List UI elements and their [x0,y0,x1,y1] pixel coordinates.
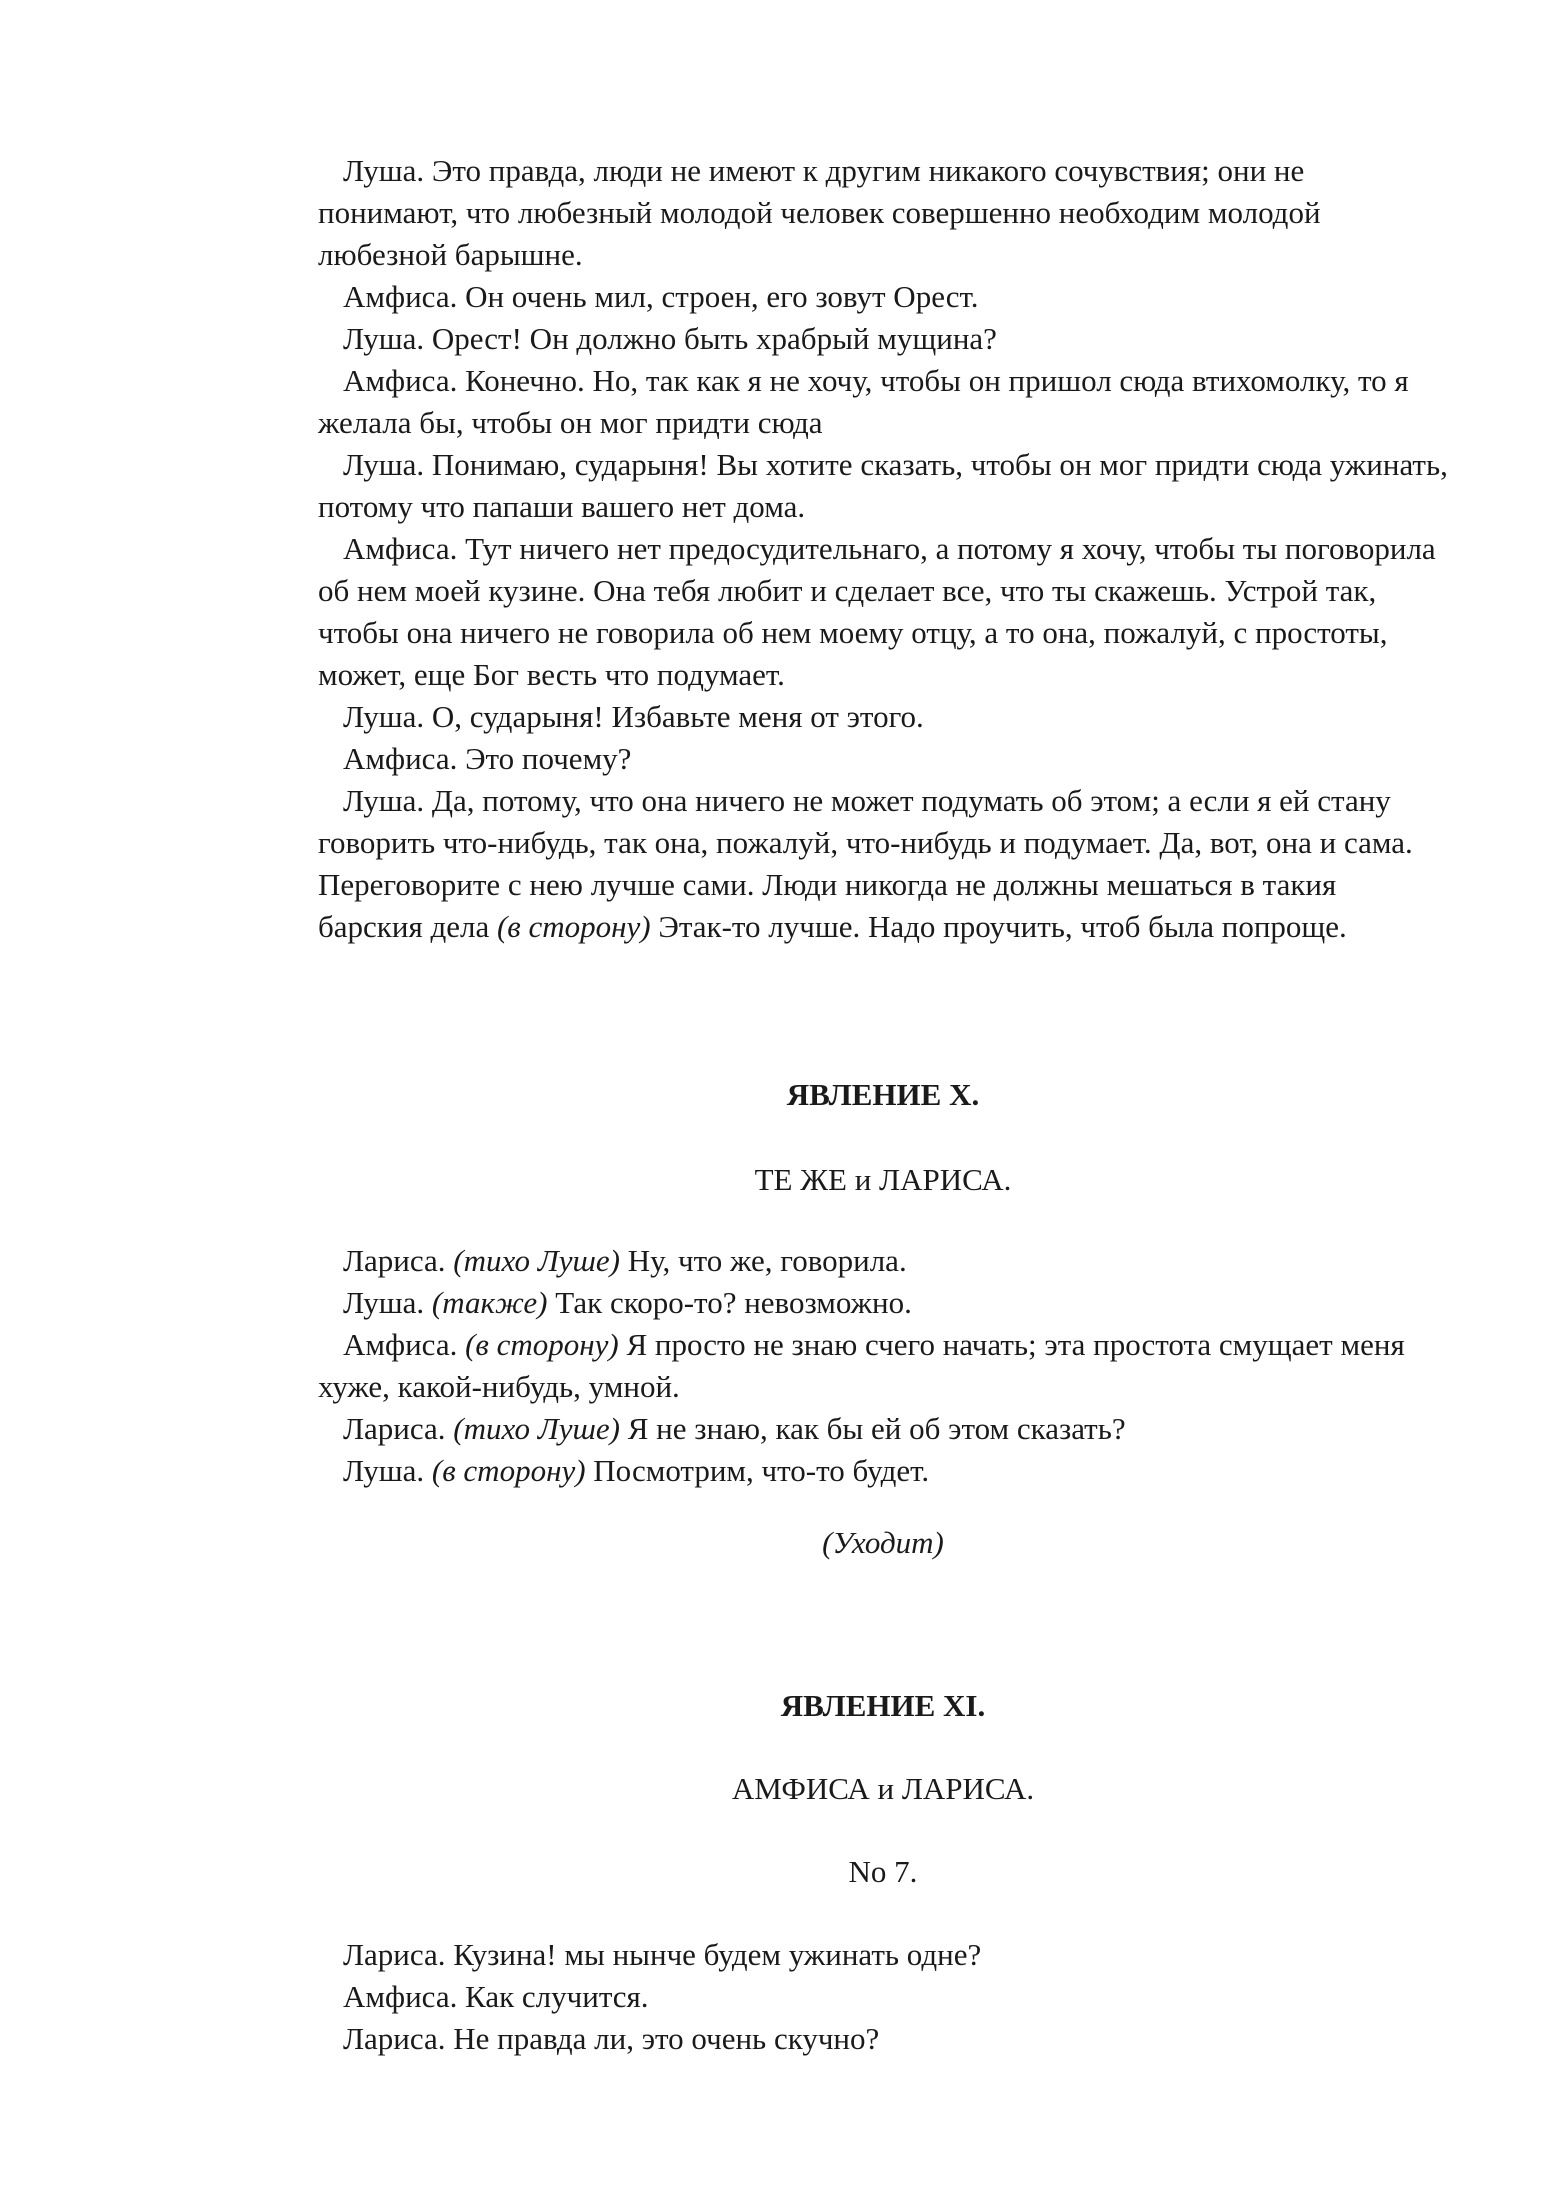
dialogue-line: Луша. Орест! Он должно быть храбрый мущина? [343,321,997,356]
dialogue-line: Луша. Да, потому, что она ничего не может подумать об этом; а если я ей стану говорить что-нибудь, так она, пожалуй, что-нибудь и подумает. Да, вот, она и сама. Переговорите с нею лучше сами. Люди никогда не должны мешаться в такия барския дела (в сторону) Этак-то лучше. Надо проучить, чтоб была попроще. [318,783,1413,944]
dialogue-line: Луша. О, сударыня! Избавьте меня от этого. [343,699,924,734]
dialogue-line: Луша. Понимаю, сударыня! Вы хотите сказать, чтобы он мог придти сюда ужинать, потому что папаши вашего нет дома. [318,447,1448,524]
dialogue-line: Амфиса. (в сторону) Я просто не знаю счего начать; эта простота смущает меня хуже, какой-нибудь, умной. [318,1327,1405,1404]
stage-direction: (в сторону) [431,1453,586,1488]
dialogue-line: Лариса. Кузина! мы нынче будем ужинать одне? [343,1937,982,1972]
dialogue-line: Луша. Это правда, люди не имеют к другим никакого сочувствия; они не понимают, что любезный молодой человек совершенно необходим молодой любезной барышне. [318,153,1321,272]
dialogue-block-1 [318,150,1448,948]
musical-number: No 7. [848,1854,918,1889]
stage-direction: (в сторону) [496,909,651,944]
dialogue-line: Лариса. (тихо Луше) Я не знаю, как бы ей об этом сказать? [343,1411,1126,1446]
dialogue-line: Амфиса. Это почему? [343,741,632,776]
dialogue-line: Амфиса. Как случится. [343,1979,649,2014]
dialogue-line: Лариса. (тихо Луше) Ну, что же, говорила. [343,1243,907,1278]
scene-11-cast: АМФИСА и ЛАРИСА. [731,1771,1035,1806]
stage-direction: (тихо Луше) [453,1411,620,1446]
dialogue-line: Амфиса. Он очень мил, строен, его зовут Орест. [343,279,979,314]
exit-stage-direction: (Уходит) [822,1525,944,1560]
dialogue-line: Луша. (в сторону) Посмотрим, что-то будет. [343,1453,930,1488]
stage-direction: (тихо Луше) [453,1243,620,1278]
dialogue-line: Амфиса. Конечно. Но, так как я не хочу, чтобы он пришол сюда втихомолку, то я желала бы, чтобы он мог придти сюда [318,363,1409,440]
dialogue-line: Луша. (также) Так скоро-то? невозможно. [343,1285,912,1320]
scene-10-title: ЯВЛЕНИЕ X. [786,1077,980,1112]
dialogue-block-2 [318,1240,1448,1492]
dialogue-line: Лариса. Не правда ли, это очень скучно? [343,2021,880,2056]
stage-direction: (в сторону) [465,1327,619,1362]
dialogue-line: Амфиса. Тут ничего нет предосудительнаго, а потому я хочу, чтобы ты поговорила об нем моей кузине. Она тебя любит и сделает все, что ты скажешь. Устрой так, чтобы она ничего не говорила об нем моему отцу, а то она, пожалуй, с простоты, может, еще Бог весть что подумает. [318,531,1436,692]
scene-11-title: ЯВЛЕНИЕ XI. [780,1688,986,1723]
dialogue-block-3 [318,1934,1448,2060]
stage-direction: (также) [431,1285,548,1320]
scene-10-cast: ТЕ ЖЕ и ЛАРИСА. [754,1162,1012,1197]
